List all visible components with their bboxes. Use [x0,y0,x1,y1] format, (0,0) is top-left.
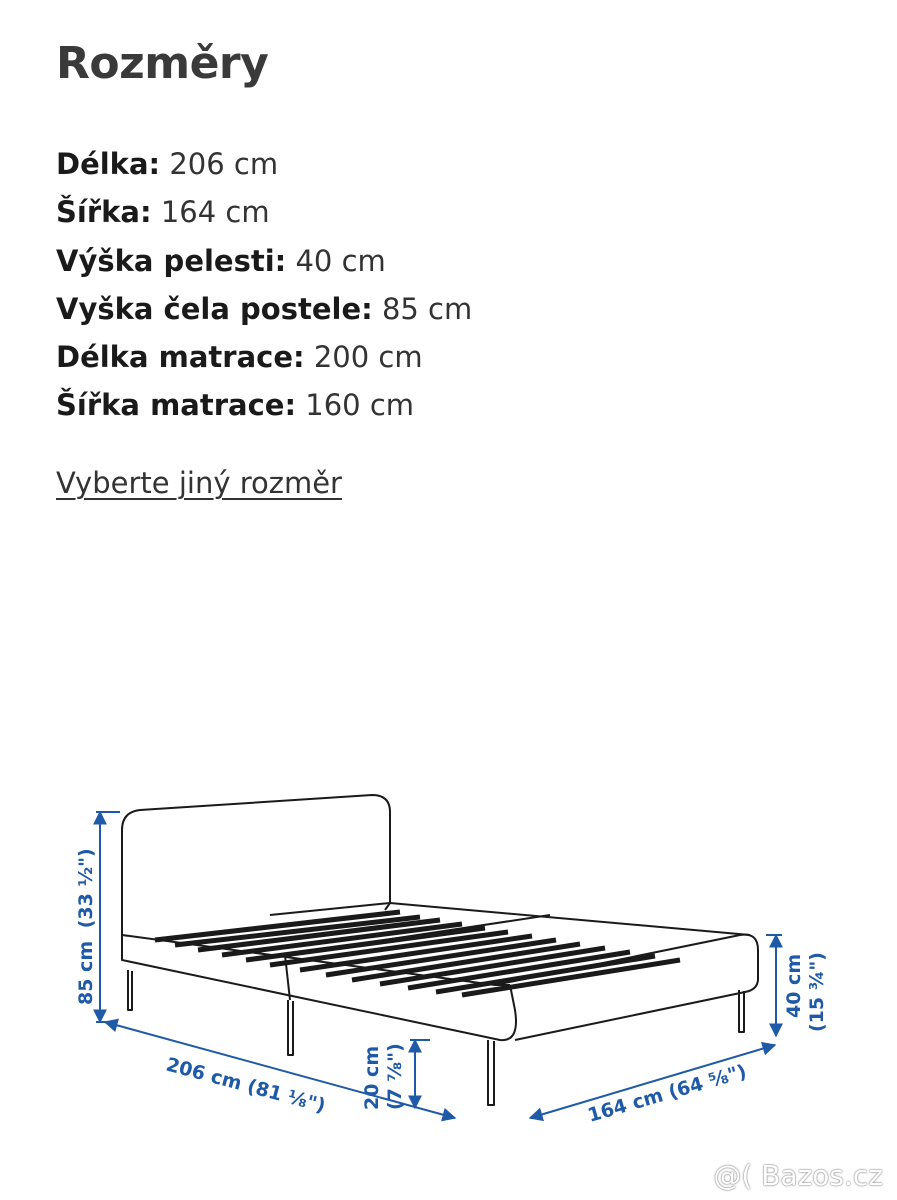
spec-row-width [56,188,472,236]
leg [739,990,744,1032]
bed-dimension-diagram [0,760,897,1200]
leg [128,970,132,1010]
spec-value: 40 cm [295,243,386,278]
change-size-link[interactable]: Vyberte jiný rozměr [56,466,342,500]
page-title: Rozměry [56,38,269,89]
spec-value: 85 cm [381,291,473,326]
spec-value: 160 cm [305,388,415,423]
spec-label: Šířka: [56,195,152,230]
spec-label: Šířka matrace: [56,388,297,423]
spec-row-headboard-height [56,285,472,333]
watermark: @( Bazos.cz [713,1159,883,1192]
width-label: 164 cm (64 ⅝") [585,1060,749,1127]
spec-value: 200 cm [313,340,423,375]
spec-row-mattress-length [56,333,472,381]
leg [288,1000,293,1055]
length-label: 206 cm (81 ⅛") [163,1053,328,1118]
spec-value: 164 cm [160,195,270,230]
spec-row-length [56,140,472,188]
slats [155,912,680,995]
leg-height-cm-label: 20 cm [361,1045,383,1110]
spec-row-mattress-width [56,381,472,429]
dimensions-list [56,140,472,430]
spec-value: 206 cm [169,147,279,181]
spec-label: Délka matrace: [56,340,305,375]
spec-label: Délka: [56,147,161,181]
headboard-height-label: 85 cm (33 ½") [75,848,97,1005]
spec-label: Výška pelesti: [56,243,287,278]
spec-row-footboard-height [56,237,472,285]
leg-height-in-label: (7 ⅞") [384,1043,406,1110]
leg [488,1040,494,1105]
headboard-shape [122,795,390,935]
spec-label: Vyška čela postele: [56,291,373,326]
footboard-height-in-label: (15 ¾") [806,952,828,1032]
footboard-height-cm-label: 40 cm [783,953,805,1018]
